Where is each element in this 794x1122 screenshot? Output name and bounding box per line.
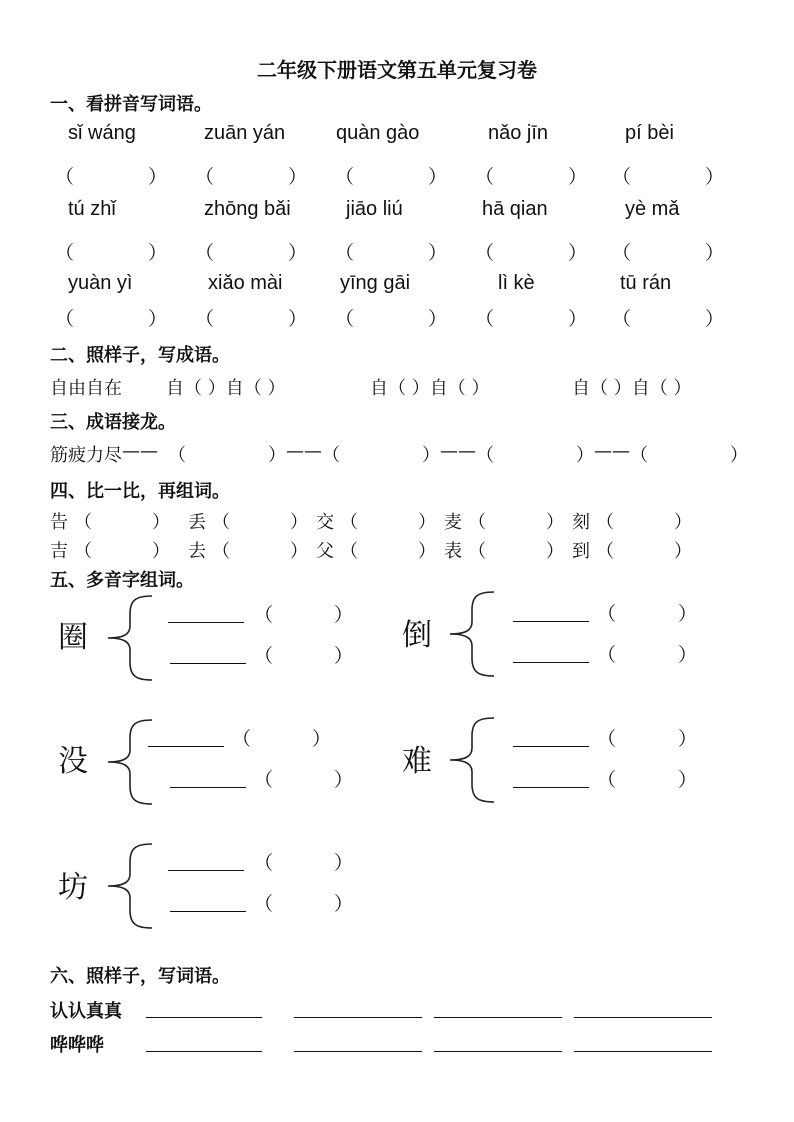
answer-paren-close: ） xyxy=(568,308,588,330)
compare-char: 丢 xyxy=(188,512,206,533)
answer-paren-open: （ xyxy=(335,166,355,188)
answer-paren-close: ） xyxy=(334,769,354,791)
answer-paren-close: ） xyxy=(705,308,725,330)
answer-paren-close: ） xyxy=(334,852,354,874)
pinyin-1-1: sǐ wáng xyxy=(68,122,136,144)
section-2-heading: 二、照样子，写成语。 xyxy=(50,345,230,366)
idiom-example: 自由自在 xyxy=(50,378,122,399)
compare-paren-close: ） xyxy=(546,512,564,533)
pinyin-3-3: yīng gāi xyxy=(340,272,411,294)
pinyin-3-4: lì kè xyxy=(498,272,535,294)
answer-paren-close: ） xyxy=(428,166,448,188)
answer-paren-close: ） xyxy=(705,242,725,264)
section-4-heading: 四、比一比，再组词。 xyxy=(50,481,230,502)
chain-dash: —— xyxy=(286,441,322,462)
compare-paren-open: （ xyxy=(74,512,92,533)
word-blank[interactable] xyxy=(146,1051,262,1052)
pinyin-2-1: tú zhǐ xyxy=(68,198,116,220)
idiom-chain-start: 筋疲力尽 xyxy=(50,445,122,466)
answer-paren-open: （ xyxy=(612,308,632,330)
word-example: 认认真真 xyxy=(50,1001,122,1022)
answer-paren-open: （ xyxy=(254,893,274,915)
answer-paren-close: ） xyxy=(428,308,448,330)
answer-paren-open: （ xyxy=(254,852,274,874)
answer-blank[interactable] xyxy=(513,621,589,622)
answer-paren-open: （ xyxy=(597,728,617,750)
answer-paren-close: ） xyxy=(334,893,354,915)
idiom-pattern-1: 自（ ）自（ ） xyxy=(166,378,286,399)
answer-paren-open: （ xyxy=(597,769,617,791)
answer-paren-open: （ xyxy=(612,242,632,264)
answer-paren-open: （ xyxy=(55,242,75,264)
compare-paren-open: （ xyxy=(468,512,486,533)
answer-paren-open: （ xyxy=(475,242,495,264)
compare-char: 麦 xyxy=(444,512,462,533)
pinyin-1-5: pí bèi xyxy=(625,122,674,144)
answer-blank[interactable] xyxy=(168,870,244,871)
word-blank[interactable] xyxy=(294,1051,422,1052)
brace-icon xyxy=(442,714,502,806)
pinyin-2-3: jiāo liú xyxy=(346,198,403,220)
chain-paren-close: ） xyxy=(576,445,594,466)
answer-paren-close: ） xyxy=(288,166,308,188)
answer-paren-close: ） xyxy=(568,242,588,264)
answer-paren-close: ） xyxy=(148,308,168,330)
answer-paren-close: ） xyxy=(568,166,588,188)
answer-paren-close: ） xyxy=(678,603,698,625)
word-blank[interactable] xyxy=(574,1017,712,1018)
pinyin-1-4: nǎo jīn xyxy=(488,122,549,144)
compare-char: 吉 xyxy=(50,541,68,562)
pinyin-1-3: quàn gào xyxy=(336,122,420,144)
answer-paren-close: ） xyxy=(678,644,698,666)
answer-blank[interactable] xyxy=(170,911,246,912)
compare-paren-close: ） xyxy=(290,541,308,562)
answer-paren-open: （ xyxy=(195,308,215,330)
chain-paren-close: ） xyxy=(730,445,748,466)
answer-paren-close: ） xyxy=(312,728,332,750)
brace-icon xyxy=(100,592,160,684)
pinyin-2-5: yè mǎ xyxy=(625,198,680,220)
answer-paren-open: （ xyxy=(335,242,355,264)
idiom-pattern-3: 自（ ）自（ ） xyxy=(572,378,692,399)
word-blank[interactable] xyxy=(434,1051,562,1052)
compare-paren-open: （ xyxy=(340,541,358,562)
answer-paren-close: ） xyxy=(678,728,698,750)
polyphone-char: 没 xyxy=(58,744,88,779)
compare-paren-close: ） xyxy=(152,541,170,562)
chain-paren-open: （ xyxy=(630,445,648,466)
answer-paren-open: （ xyxy=(55,166,75,188)
compare-paren-open: （ xyxy=(468,541,486,562)
answer-paren-open: （ xyxy=(232,728,252,750)
answer-paren-open: （ xyxy=(597,644,617,666)
compare-char: 交 xyxy=(316,512,334,533)
brace-icon xyxy=(442,588,502,680)
brace-icon xyxy=(100,716,160,808)
answer-paren-close: ） xyxy=(288,308,308,330)
polyphone-char: 倒 xyxy=(402,618,432,653)
chain-dash: —— xyxy=(440,441,476,462)
compare-paren-close: ） xyxy=(674,512,692,533)
answer-paren-open: （ xyxy=(475,308,495,330)
answer-paren-open: （ xyxy=(195,242,215,264)
answer-paren-close: ） xyxy=(428,242,448,264)
compare-paren-close: ） xyxy=(290,512,308,533)
chain-paren-open: （ xyxy=(322,445,340,466)
compare-paren-close: ） xyxy=(152,512,170,533)
chain-paren-close: ） xyxy=(422,445,440,466)
answer-paren-open: （ xyxy=(475,166,495,188)
answer-paren-open: （ xyxy=(254,769,274,791)
compare-paren-close: ） xyxy=(418,512,436,533)
pinyin-2-4: hā qian xyxy=(482,198,548,220)
chain-paren-close: ） xyxy=(268,445,286,466)
polyphone-char: 难 xyxy=(402,744,432,779)
word-example: 哗哗哗 xyxy=(50,1035,104,1056)
answer-paren-open: （ xyxy=(612,166,632,188)
polyphone-char: 坊 xyxy=(58,870,88,905)
compare-char: 到 xyxy=(572,541,590,562)
answer-blank[interactable] xyxy=(513,746,589,747)
section-5-heading: 五、多音字组词。 xyxy=(50,570,194,591)
polyphone-char: 圈 xyxy=(58,620,88,655)
answer-paren-open: （ xyxy=(55,308,75,330)
answer-paren-open: （ xyxy=(254,645,274,667)
compare-paren-open: （ xyxy=(74,541,92,562)
chain-paren-open: （ xyxy=(168,445,186,466)
answer-paren-close: ） xyxy=(678,769,698,791)
pinyin-3-2: xiǎo mài xyxy=(208,272,283,294)
compare-paren-open: （ xyxy=(212,541,230,562)
compare-paren-close: ） xyxy=(674,541,692,562)
answer-blank[interactable] xyxy=(513,662,589,663)
answer-paren-open: （ xyxy=(254,604,274,626)
compare-paren-close: ） xyxy=(418,541,436,562)
answer-paren-close: ） xyxy=(288,242,308,264)
answer-paren-open: （ xyxy=(335,308,355,330)
answer-paren-close: ） xyxy=(705,166,725,188)
page-title: 二年级下册语文第五单元复习卷 xyxy=(257,58,537,82)
pinyin-2-2: zhōng bǎi xyxy=(204,198,291,220)
pinyin-3-5: tū rán xyxy=(620,272,672,294)
compare-char: 父 xyxy=(316,541,334,562)
answer-blank[interactable] xyxy=(148,746,224,747)
brace-icon xyxy=(100,840,160,932)
chain-dash: —— xyxy=(122,441,158,462)
word-blank[interactable] xyxy=(294,1017,422,1018)
word-blank[interactable] xyxy=(434,1017,562,1018)
answer-blank[interactable] xyxy=(170,787,246,788)
pinyin-3-1: yuàn yì xyxy=(68,272,133,294)
compare-paren-open: （ xyxy=(596,512,614,533)
answer-blank[interactable] xyxy=(170,663,246,664)
pinyin-1-2: zuān yán xyxy=(204,122,286,144)
answer-paren-open: （ xyxy=(597,603,617,625)
compare-paren-open: （ xyxy=(212,512,230,533)
section-3-heading: 三、成语接龙。 xyxy=(50,412,176,433)
compare-char: 去 xyxy=(188,541,206,562)
compare-paren-open: （ xyxy=(596,541,614,562)
word-blank[interactable] xyxy=(574,1051,712,1052)
compare-char: 刻 xyxy=(572,512,590,533)
compare-paren-close: ） xyxy=(546,541,564,562)
answer-paren-close: ） xyxy=(148,166,168,188)
chain-paren-open: （ xyxy=(476,445,494,466)
chain-dash: —— xyxy=(594,441,630,462)
answer-blank[interactable] xyxy=(513,787,589,788)
answer-paren-close: ） xyxy=(334,645,354,667)
word-blank[interactable] xyxy=(146,1017,262,1018)
answer-blank[interactable] xyxy=(168,622,244,623)
answer-paren-open: （ xyxy=(195,166,215,188)
section-1-heading: 一、看拼音写词语。 xyxy=(50,94,212,115)
answer-paren-close: ） xyxy=(148,242,168,264)
compare-paren-open: （ xyxy=(340,512,358,533)
compare-char: 表 xyxy=(444,541,462,562)
section-6-heading: 六、照样子，写词语。 xyxy=(50,966,230,987)
idiom-pattern-2: 自（ ）自（ ） xyxy=(370,378,490,399)
answer-paren-close: ） xyxy=(334,604,354,626)
compare-char: 告 xyxy=(50,512,68,533)
